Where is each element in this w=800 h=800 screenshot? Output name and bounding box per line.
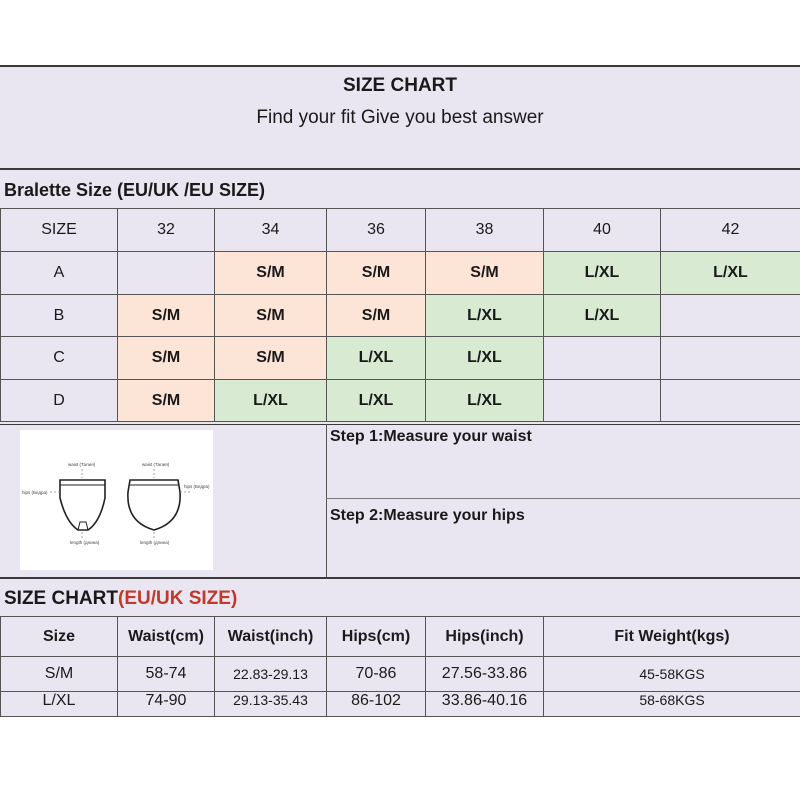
table-cell: L/XL <box>1 692 118 717</box>
page-title: SIZE CHART <box>343 75 457 96</box>
top-rule <box>0 65 800 67</box>
guide-bottom-rule <box>0 577 800 579</box>
column-header: Fit Weight(kgs) <box>544 617 800 657</box>
row-label: B <box>1 295 118 337</box>
row-label: D <box>1 380 118 422</box>
table-cell <box>544 380 661 422</box>
panty-measurement-illustration <box>20 430 213 570</box>
table-cell <box>661 337 800 380</box>
column-header: 36 <box>327 209 426 252</box>
table-row <box>1 295 800 337</box>
table-cell: 22.83-29.13 <box>215 657 327 692</box>
column-header: Size <box>1 617 118 657</box>
table-cell <box>661 295 800 337</box>
size-chart-title <box>4 588 237 610</box>
label-waist-front: waist (Талия) <box>68 462 96 467</box>
guide-top-rule <box>0 424 800 425</box>
panty-back-shape <box>128 480 180 530</box>
label-waist-back: waist (Талия) <box>142 462 170 467</box>
step-2-text: Step 2:Measure your hips <box>330 507 525 524</box>
label-length-back: length (длина) <box>140 540 170 545</box>
table-cell: 27.56-33.86 <box>426 657 544 692</box>
table-row <box>1 692 800 717</box>
column-header: Hips(cm) <box>327 617 426 657</box>
table-cell: S/M <box>118 380 215 422</box>
table-cell: L/XL <box>327 380 426 422</box>
table-cell <box>118 252 215 295</box>
table-cell: 58-68KGS <box>544 692 800 717</box>
header-rule <box>0 168 800 170</box>
label-hips-front: hips (Бедра) <box>22 490 48 495</box>
size-chart-table <box>0 616 800 717</box>
size-chart-title-main: SIZE CHART <box>4 588 118 609</box>
table-cell: L/XL <box>544 252 661 295</box>
table-cell <box>544 337 661 380</box>
table-cell: L/XL <box>327 337 426 380</box>
table-cell: 70-86 <box>327 657 426 692</box>
table-row <box>1 252 800 295</box>
table-cell: L/XL <box>661 252 800 295</box>
table-cell: L/XL <box>544 295 661 337</box>
table-cell: 86-102 <box>327 692 426 717</box>
column-header: Waist(inch) <box>215 617 327 657</box>
step-divider <box>326 498 800 499</box>
column-header: 42 <box>661 209 800 252</box>
bralette-header-row <box>1 209 800 252</box>
guide-divider <box>326 424 327 577</box>
page-subtitle: Find your fit Give you best answer <box>256 107 544 128</box>
column-header: SIZE <box>1 209 118 252</box>
column-header: 40 <box>544 209 661 252</box>
table-cell: S/M <box>118 337 215 380</box>
panty-diagram-svg <box>20 430 213 570</box>
table-cell: 45-58KGS <box>544 657 800 692</box>
table-cell: L/XL <box>426 337 544 380</box>
label-length-front: length (длина) <box>70 540 100 545</box>
step-1-text: Step 1:Measure your waist <box>330 428 532 445</box>
column-header: 32 <box>118 209 215 252</box>
table-cell: S/M <box>1 657 118 692</box>
table-row <box>1 337 800 380</box>
table-cell: 29.13-35.43 <box>215 692 327 717</box>
table-cell: S/M <box>118 295 215 337</box>
table-cell: S/M <box>215 337 327 380</box>
table-cell: S/M <box>426 252 544 295</box>
column-header: 38 <box>426 209 544 252</box>
bralette-size-table <box>0 208 800 422</box>
table-cell: L/XL <box>426 295 544 337</box>
table-cell: 58-74 <box>118 657 215 692</box>
table-cell: 33.86-40.16 <box>426 692 544 717</box>
table-cell <box>661 380 800 422</box>
row-label: C <box>1 337 118 380</box>
column-header: 34 <box>215 209 327 252</box>
table-cell: S/M <box>327 295 426 337</box>
label-hips-back: hips (Бедра) <box>184 484 210 489</box>
table-cell: L/XL <box>426 380 544 422</box>
table-row <box>1 380 800 422</box>
bralette-section-title: Bralette Size (EU/UK /EU SIZE) <box>4 180 266 200</box>
column-header: Hips(inch) <box>426 617 544 657</box>
column-header: Waist(cm) <box>118 617 215 657</box>
table-cell: 74-90 <box>118 692 215 717</box>
table-cell: S/M <box>215 252 327 295</box>
table-cell: S/M <box>215 295 327 337</box>
row-label: A <box>1 252 118 295</box>
panty-front-gusset <box>78 522 88 530</box>
size-chart-title-sub: (EU/UK SIZE) <box>118 588 238 609</box>
table-row <box>1 657 800 692</box>
size-chart-header-row <box>1 617 800 657</box>
table-cell: S/M <box>327 252 426 295</box>
table-cell: L/XL <box>215 380 327 422</box>
